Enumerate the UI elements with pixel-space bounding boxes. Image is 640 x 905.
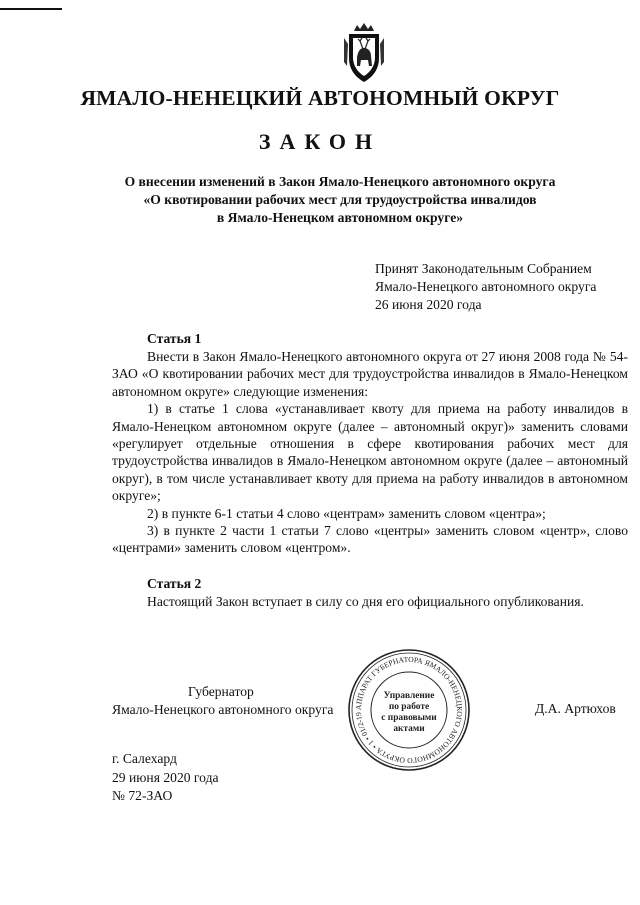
stamp-center-line: актами xyxy=(393,724,425,734)
article-1-body xyxy=(112,348,628,557)
adoption-date: 26 июня 2020 года xyxy=(375,297,482,312)
signatory-position xyxy=(112,683,333,719)
article-1-paragraph: Внести в Закон Ямало-Ненецкого автономного округа от 27 июня 2008 года № 54-ЗАО «О квотировании рабочих мест для трудоустройства инвалидов в Ямало-Ненецком автономном округе» следующие изменения: xyxy=(112,349,628,399)
signatory-name: Д.А. Артюхов xyxy=(535,701,616,716)
adoption-line: Ямало-Ненецкого автономного округа xyxy=(375,279,597,294)
law-title-line: «О квотировании рабочих мест для трудоустройства инвалидов xyxy=(143,192,537,207)
region-heading: ЯМАЛО-НЕНЕЦКИЙ АВТОНОМНЫЙ ОКРУГ xyxy=(80,86,560,110)
article-2-paragraph: Настоящий Закон вступает в силу со дня его официального опубликования. xyxy=(147,594,584,609)
coat-of-arms-emblem xyxy=(341,22,387,84)
signatory-title: Губернатор xyxy=(188,684,254,699)
signatory-region: Ямало-Ненецкого автономного округа xyxy=(112,702,334,717)
article-1-heading: Статья 1 xyxy=(147,331,202,346)
law-title-line: О внесении изменений в Закон Ямало-Ненецкого автономного округа xyxy=(124,174,556,189)
issue-place: г. Салехард xyxy=(112,751,177,766)
article-1-paragraph: 1) в статье 1 слова «устанавливает квоту для приема на работу инвалидов в Ямало-Ненецком автономном округе (далее – автономный округ)» заменить словами «регулирует отдельные отношения в сфере квотирования рабочих мест для трудоустройства инвалидов в Ямало-Ненецком автономном округе (далее – автономный округ), в том числе устанавливает квоту для приема на работу инвалидов в автономном округе»; xyxy=(112,401,628,504)
law-title-line: в Ямало-Ненецком автономном округе» xyxy=(216,210,464,225)
law-number: № 72-ЗАО xyxy=(112,788,173,803)
official-seal-stamp xyxy=(346,647,472,773)
stamp-center-line: с правовыми xyxy=(381,713,437,723)
adoption-note xyxy=(375,260,596,314)
issue-details xyxy=(112,750,219,806)
adoption-line: Принят Законодательным Собранием xyxy=(375,261,592,276)
article-2-heading: Статья 2 xyxy=(147,576,202,591)
article-1-paragraph: 3) в пункте 2 части 1 статьи 7 слово «центры» заменить словом «центр», слово «центрами» заменить словом «центром». xyxy=(112,523,628,556)
stamp-center-line: Управление xyxy=(383,691,435,701)
article-1-paragraph: 2) в пункте 6-1 статьи 4 слово «центрам» заменить словом «центра»; xyxy=(147,505,546,521)
stamp-ring-text: АППАРАТ ГУБЕРНАТОРА ЯМАЛО-НЕНЕЦКОГО АВТОНОМНОГО ОКРУГА • 1 • 01/2-19 xyxy=(353,654,465,766)
top-rule xyxy=(0,8,62,10)
stamp-center-line: по работе xyxy=(388,702,430,712)
document-type-heading: ЗАКОН xyxy=(258,129,382,154)
law-title xyxy=(100,173,580,227)
issue-date: 29 июня 2020 года xyxy=(112,769,219,785)
article-2-body xyxy=(112,593,628,610)
